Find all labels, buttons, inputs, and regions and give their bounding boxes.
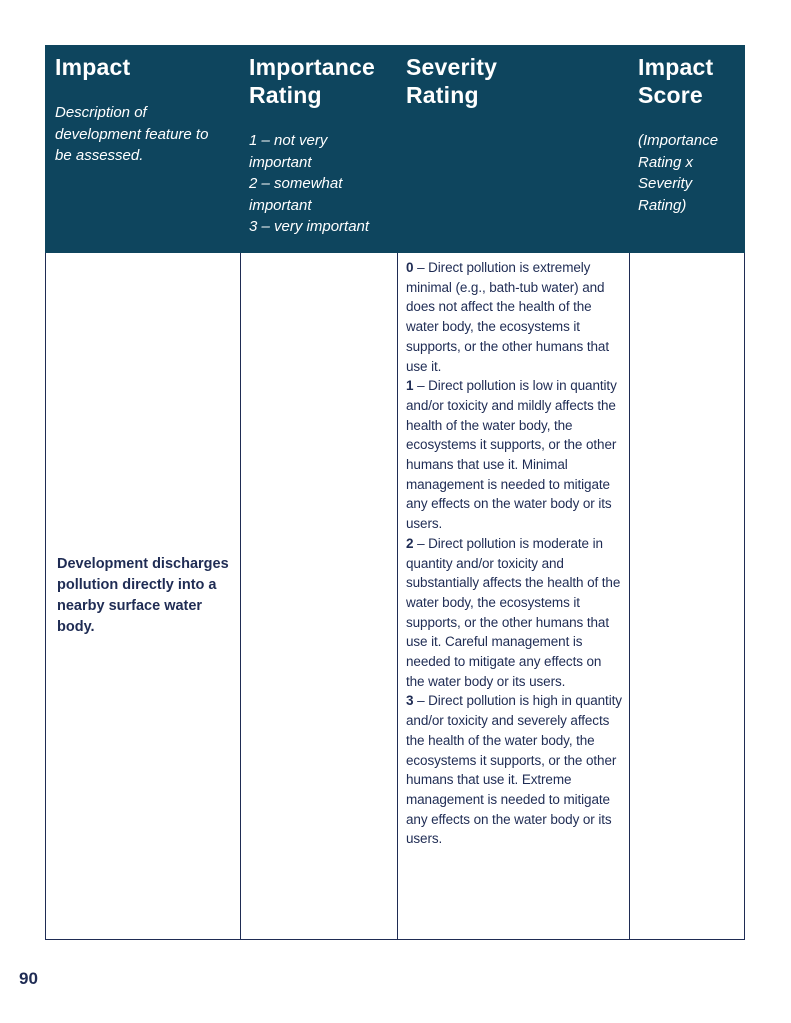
table-header-row: [45, 45, 745, 253]
severity-level-2-text: – Direct pollution is moderate in quantity and/or toxicity and substantially affects the health of the water body, the ecosystems it supports, or the other humans that use it. Careful management is needed to mitigate any effects on the water body or its users.: [406, 535, 621, 689]
importance-rating-option-3: 3 – very important: [249, 218, 370, 235]
header-cell-impact-score: [628, 45, 745, 253]
severity-level-1: [406, 376, 622, 534]
table-body-row: [45, 253, 745, 940]
header-cell-severity-rating: [396, 45, 628, 253]
cell-importance-rating-empty: [240, 253, 397, 939]
header-cell-impact: [45, 45, 239, 253]
severity-level-3-number: 3: [406, 693, 414, 709]
impact-assessment-table: [45, 45, 745, 940]
importance-rating-option-1: 1 – not very important: [249, 132, 328, 171]
header-cell-importance-rating: [239, 45, 396, 253]
column-title-severity-rating: Severity Rating: [406, 54, 498, 108]
column-title-importance-rating: Importance Rating: [249, 54, 375, 108]
column-subtitle-impact-score: (Importance Rating x Severity Rating): [638, 132, 719, 214]
severity-level-3-text: – Direct pollution is high in quantity and/or toxicity and severely affects the health of the water body, the ecosystems it supports, or the other humans that use it. Extreme management is needed to mitigate any effects on the water body or its users.: [406, 693, 622, 847]
importance-rating-option-2: 2 – somewhat important: [249, 175, 343, 214]
severity-level-0: [406, 258, 622, 376]
severity-level-1-text: – Direct pollution is low in quantity and/or toxicity and mildly affects the health of the water body, the ecosystems it supports, or the other humans that use it. Minimal management is needed to mitigate any effects on the water body or its users.: [406, 378, 617, 532]
importance-rating-scale: [249, 130, 386, 238]
cell-impact-description: [46, 253, 240, 939]
column-title-impact: Impact: [55, 54, 131, 80]
severity-level-1-number: 1: [406, 378, 414, 394]
cell-impact-score-empty: [629, 253, 746, 939]
impact-description-text: Development discharges pollution directly into a nearby surface water body.: [57, 556, 229, 635]
severity-level-2: [406, 534, 622, 692]
severity-level-3: [406, 691, 622, 849]
severity-level-0-number: 0: [406, 260, 414, 275]
column-title-impact-score: Impact Score: [638, 54, 714, 108]
page-number: 90: [19, 969, 38, 988]
column-subtitle-impact: Description of development feature to be assessed.: [55, 104, 209, 164]
cell-severity-rating-scale: [397, 253, 629, 939]
severity-level-0-text: – Direct pollution is extremely minimal (e.g., bath-tub water) and does not affect the health of the water body, the ecosystems it supports, or the other humans that use it.: [406, 260, 609, 374]
severity-level-2-number: 2: [406, 535, 414, 551]
